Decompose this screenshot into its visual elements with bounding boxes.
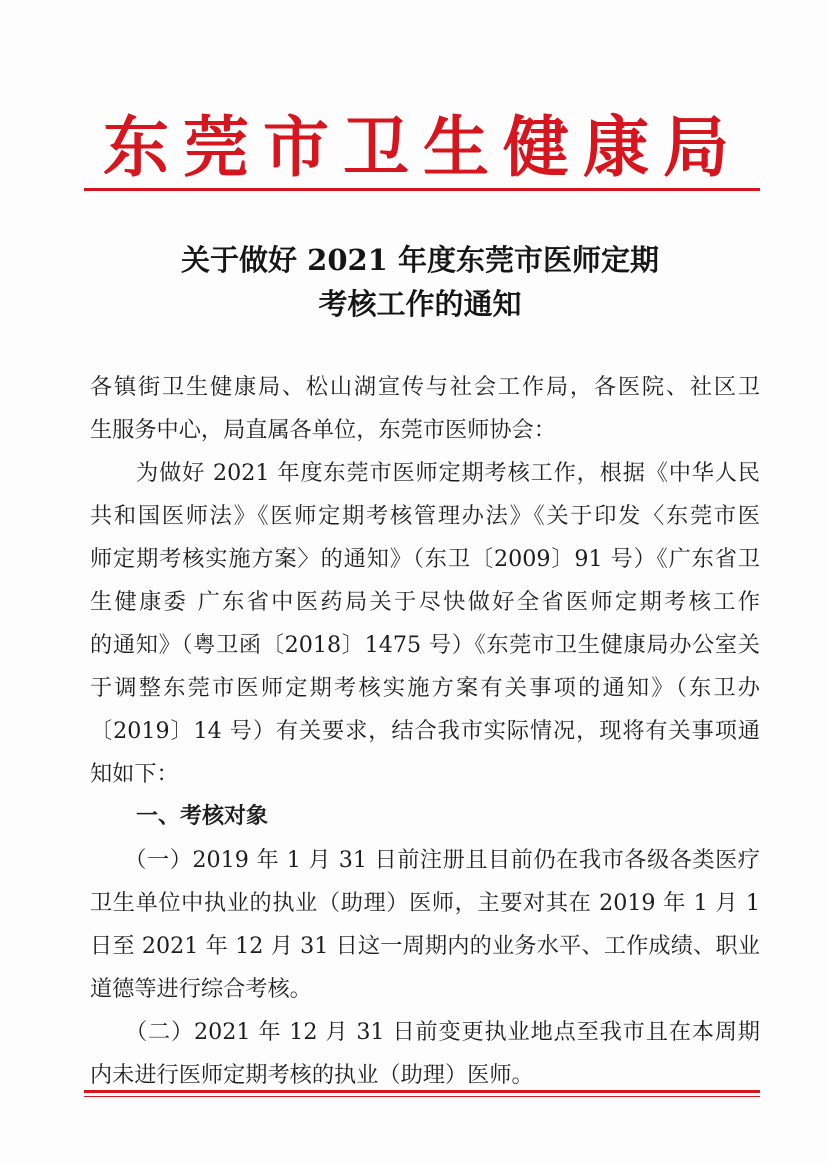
intro-line-4: 生健康委 广东省中医药局关于尽快做好全省医师定期考核工作 bbox=[90, 589, 760, 615]
intro-line-1: 为做好 2021 年度东莞市医师定期考核工作，根据《中华人民 bbox=[90, 460, 760, 486]
intro-line-3: 师定期考核实施方案〉的通知》（东卫〔2009〕91 号）《广东省卫 bbox=[90, 546, 760, 572]
agency-masthead: 东莞市卫生健康局 bbox=[103, 109, 743, 186]
footer-red-rule-thin bbox=[84, 1096, 760, 1097]
item1-line-3: 日至 2021 年 12 月 31 日这一周期内的业务水平、工作成绩、职业 bbox=[90, 933, 760, 959]
item1-line-2: 卫生单位中执业的执业（助理）医师，主要对其在 2019 年 1 月 1 bbox=[90, 890, 760, 916]
intro-line-2: 共和国医师法》《医师定期考核管理办法》《关于印发〈东莞市医 bbox=[90, 503, 760, 529]
item1-line-1: （一）2019 年 1 月 31 日前注册且目前仍在我市各级各类医疗 bbox=[90, 847, 760, 873]
intro-line-6: 于调整东莞市医师定期考核实施方案有关事项的通知》（东卫办 bbox=[90, 675, 760, 701]
addressee-line-2: 生服务中心，局直属各单位，东莞市医师协会： bbox=[90, 417, 556, 443]
intro-line-8: 知如下： bbox=[90, 761, 179, 787]
document-title-line-1: 关于做好 2021 年度东莞市医师定期 bbox=[181, 243, 659, 277]
footer-red-rule bbox=[84, 1090, 760, 1093]
masthead-red-rule bbox=[84, 188, 760, 191]
item2-line-2: 内未进行医师定期考核的执业（助理）医师。 bbox=[90, 1062, 534, 1088]
item2-line-1: （二）2021 年 12 月 31 日前变更执业地点至我市且在本周期 bbox=[90, 1019, 760, 1045]
intro-line-7: 〔2019〕14 号）有关要求，结合我市实际情况，现将有关事项通 bbox=[90, 718, 760, 744]
item1-line-4: 道德等进行综合考核。 bbox=[90, 976, 312, 1002]
intro-line-5: 的通知》（粤卫函〔2018〕1475 号）《东莞市卫生健康局办公室关 bbox=[90, 632, 760, 658]
document-title-line-2: 考核工作的通知 bbox=[318, 287, 522, 321]
section-heading: 一、考核对象 bbox=[136, 804, 269, 829]
addressee-line-1: 各镇街卫生健康局、松山湖宣传与社会工作局，各医院、社区卫 bbox=[90, 374, 760, 400]
